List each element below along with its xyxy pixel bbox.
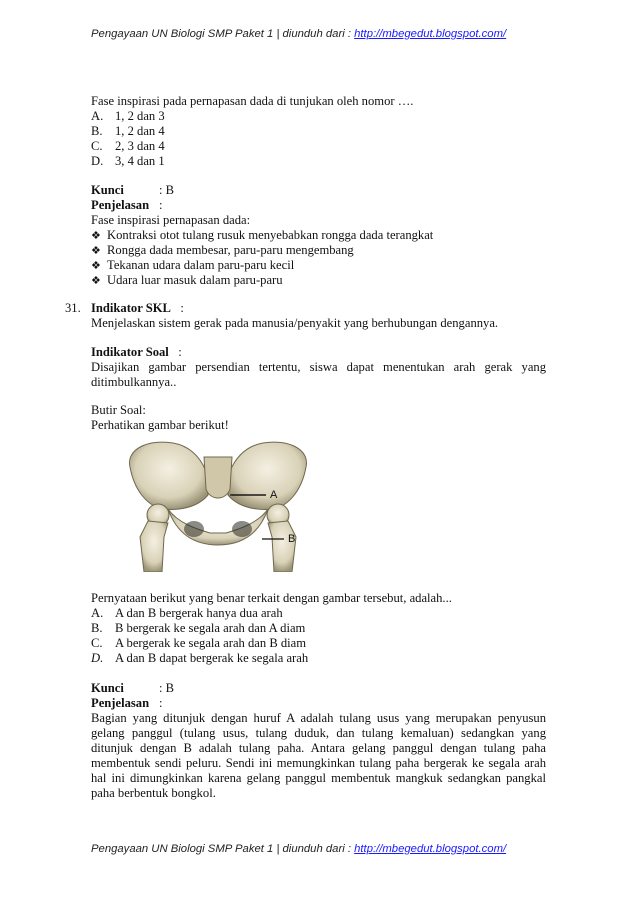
soal-colon: : xyxy=(178,345,182,359)
option-text: 2, 3 dan 4 xyxy=(115,139,165,153)
q31-option-c xyxy=(91,636,306,651)
q31-instruction: Perhatikan gambar berikut! xyxy=(91,418,229,432)
penjelasan-label: Penjelasan xyxy=(91,696,150,710)
option-text: A bergerak ke segala arah dan B diam xyxy=(115,636,307,650)
skl-label: Indikator SKL xyxy=(91,301,171,315)
q31-penjelasan-heading xyxy=(91,696,163,711)
skl-colon: : xyxy=(180,301,184,315)
diamond-bullet-icon: ❖ xyxy=(91,245,101,257)
option-text: 1, 2 dan 3 xyxy=(115,109,165,123)
kunci-value: : B xyxy=(159,681,175,695)
option-letter: A. xyxy=(91,606,104,620)
option-text: A dan B bergerak hanya dua arah xyxy=(115,606,283,620)
header-link[interactable]: http://mbegedut.blogspot.com/ xyxy=(354,28,507,40)
footer-text: Pengayaan UN Biologi SMP Paket 1 | diunduh dari : xyxy=(91,843,355,855)
footer-link[interactable]: http://mbegedut.blogspot.com/ xyxy=(354,843,507,855)
option-text: B bergerak ke segala arah dan A diam xyxy=(115,621,306,635)
header-text: Pengayaan UN Biologi SMP Paket 1 | diunduh dari : xyxy=(91,28,355,40)
q31-option-a xyxy=(91,606,283,621)
diamond-bullet-icon: ❖ xyxy=(91,230,101,242)
q31-number: 31. xyxy=(65,301,81,315)
q31-skl-text: Menjelaskan sistem gerak pada manusia/penyakit yang berhubungan dengannya. xyxy=(91,316,499,330)
option-letter: B. xyxy=(91,621,103,635)
bullet-text: Udara luar masuk dalam paru-paru xyxy=(107,273,283,287)
page-footer xyxy=(91,843,506,855)
diamond-bullet-icon: ❖ xyxy=(91,275,101,287)
q31-explanation: Bagian yang ditunjuk dengan huruf A adalah tulang usus yang merupakan penyusun gelang panggul (tulang usus, tulang duduk, dan tulang kemaluan) sedangkan yang ditunjuk dengan B adalah tulang paha. Antara gelang panggul dengan tulang paha membentuk sendi peluru. Sendi ini memungkinkan tulang paha bergerak ke segala arah hal ini dimungkinkan karena gelang panggul membentuk mangkuk sedangkan pangkal paha berbentuk bongkol. xyxy=(91,711,546,801)
q31-stem: Pernyataan berikut yang benar terkait dengan gambar tersebut, adalah... xyxy=(91,591,452,605)
option-text: A dan B dapat bergerak ke segala arah xyxy=(115,651,309,665)
bullet-text: Kontraksi otot tulang rusuk menyebabkan rongga dada terangkat xyxy=(107,228,434,242)
q31-kunci xyxy=(91,681,174,696)
option-letter: C. xyxy=(91,139,103,153)
q31-soal-text: Disajikan gambar persendian tertentu, siswa dapat menentukan arah gerak yang ditimbulkannya.. xyxy=(91,360,546,390)
figure-label-a: A xyxy=(270,489,278,501)
kunci-label: Kunci xyxy=(91,183,124,197)
diamond-bullet-icon: ❖ xyxy=(91,260,101,272)
bullet-text: Rongga dada membesar, paru-paru mengembang xyxy=(107,243,354,257)
bullet-text: Tekanan udara dalam paru-paru kecil xyxy=(107,258,295,272)
option-letter: A. xyxy=(91,109,104,123)
q30-stem: Fase inspirasi pada pernapasan dada di tunjukan oleh nomor …. xyxy=(91,94,414,108)
soal-label: Indikator Soal xyxy=(91,345,169,359)
penjelasan-label: Penjelasan xyxy=(91,198,150,212)
option-text: 3, 4 dan 1 xyxy=(115,154,165,168)
option-letter: B. xyxy=(91,124,103,138)
penjelasan-colon: : xyxy=(159,696,163,710)
penjelasan-colon: : xyxy=(159,198,163,212)
q31-butir-label: Butir Soal: xyxy=(91,403,146,417)
kunci-value: : B xyxy=(159,183,175,197)
option-text: 1, 2 dan 4 xyxy=(115,124,165,138)
option-letter: D. xyxy=(91,651,104,665)
option-letter: C. xyxy=(91,636,103,650)
kunci-label: Kunci xyxy=(91,681,124,695)
q31-option-b xyxy=(91,621,305,636)
option-letter: D. xyxy=(91,154,104,168)
q31-option-d xyxy=(91,651,308,666)
q30-explain-intro: Fase inspirasi pernapasan dada: xyxy=(91,213,251,227)
figure-label-b: B xyxy=(288,533,296,545)
